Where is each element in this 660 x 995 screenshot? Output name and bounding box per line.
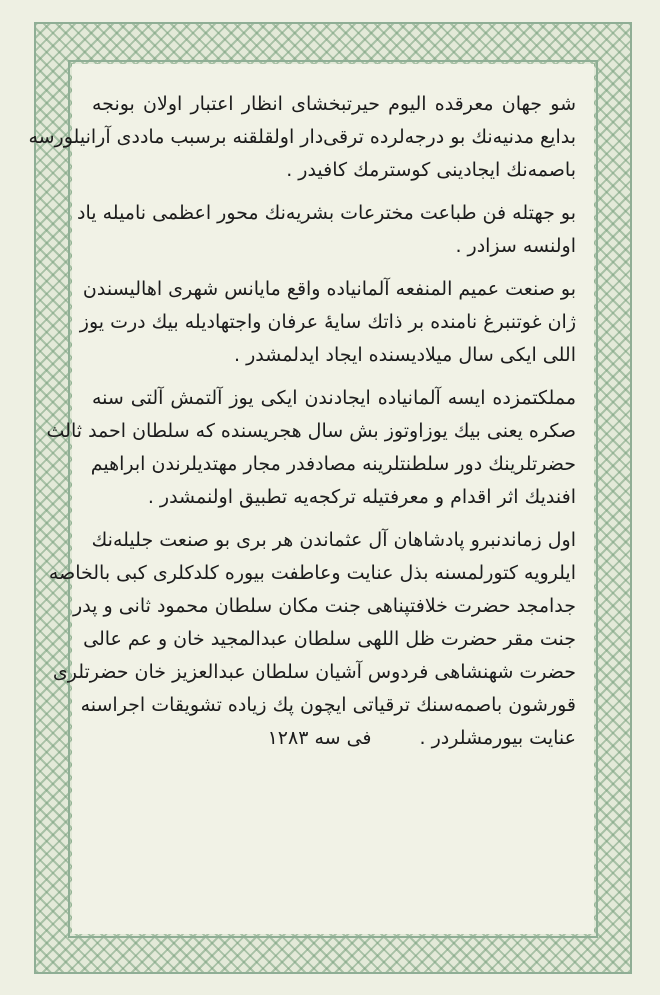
closing-text: عنايت بيورمشلردر . (419, 727, 576, 749)
text-line: جدامجد حضرت خلافتپناهی جنت مكان سلطان محمود ثانی و پدر (73, 595, 576, 617)
text-line: اول زماندنبرو پادشاهان آل عثماندن هر بری بو صنعت جليله‌نك (91, 529, 576, 551)
text-line: قورشون باصمه‌سنك ترقياتی ايچون پك زياده تشويقات اجراسنه (80, 694, 576, 716)
paragraph-3 (79, 273, 576, 372)
paragraph-4 (46, 382, 576, 514)
paragraph-1 (28, 88, 576, 187)
text-line: بو جهتله فن طباعت مخترعات بشريه‌نك محور اعظمی ناميله ياد (77, 202, 576, 224)
text-line: ايلرويه كتورلمسنه بذل عنايت وعاطفت بيوره كلدكلری كبی بالخاصه (48, 562, 576, 584)
paragraph-2 (77, 197, 576, 263)
text-line: اللی ايكی سال ميلاديسنده ايجاد ايدلمشدر . (234, 344, 576, 366)
text-line: صكره يعنی بيك يوزاوتوز بش سال هجريسنده كه سلطان احمد ثالث (46, 420, 576, 442)
document-body (28, 88, 576, 765)
text-line: شو جهان معرقده اليوم حيرتبخشای انظار اعتبار اولان بونجه (92, 93, 576, 115)
date-text: فی سه ١٢٨٣ (267, 727, 372, 749)
text-line: جنت مقر حضرت ظل اللهی سلطان عبدالمجيد خان و عم عالی (83, 628, 576, 650)
text-line: ژان غوتنبرغ نامنده بر ذاتك سايۀ عرفان واجتهاديله بيك درت يوز (79, 311, 576, 333)
text-line: اولنسه سزادر . (455, 235, 576, 257)
paragraph-5 (48, 524, 576, 755)
closing-line (92, 722, 576, 755)
text-line: مملكتمزده ايسه آلمانياده ايجادندن ايكی يوز آلتمش آلتی سنه (92, 387, 576, 409)
text-line: حضرت شهنشاهی فردوس آشيان سلطان عبدالعزيز خان حضرتلری (52, 661, 576, 683)
text-line: بو صنعت عميم المنفعه آلمانياده واقع مايانس شهری اهاليسندن (82, 278, 576, 300)
text-line: باصمه‌نك ايجادينی كوسترمك كافيدر . (286, 159, 576, 181)
text-line: بدايع مدنيه‌نك بو درجه‌لرده ترقی‌دار اولقلقنه برسبب ماددی آرانيلورسه (28, 126, 576, 148)
text-line: حضرتلرينك دور سلطنتلرينه مصادفدر مجار مهتديلرندن ابراهيم (90, 453, 576, 475)
text-line: افنديك اثر اقدام و معرفتيله تركجه‌يه تطبيق اولنمشدر . (147, 486, 576, 508)
